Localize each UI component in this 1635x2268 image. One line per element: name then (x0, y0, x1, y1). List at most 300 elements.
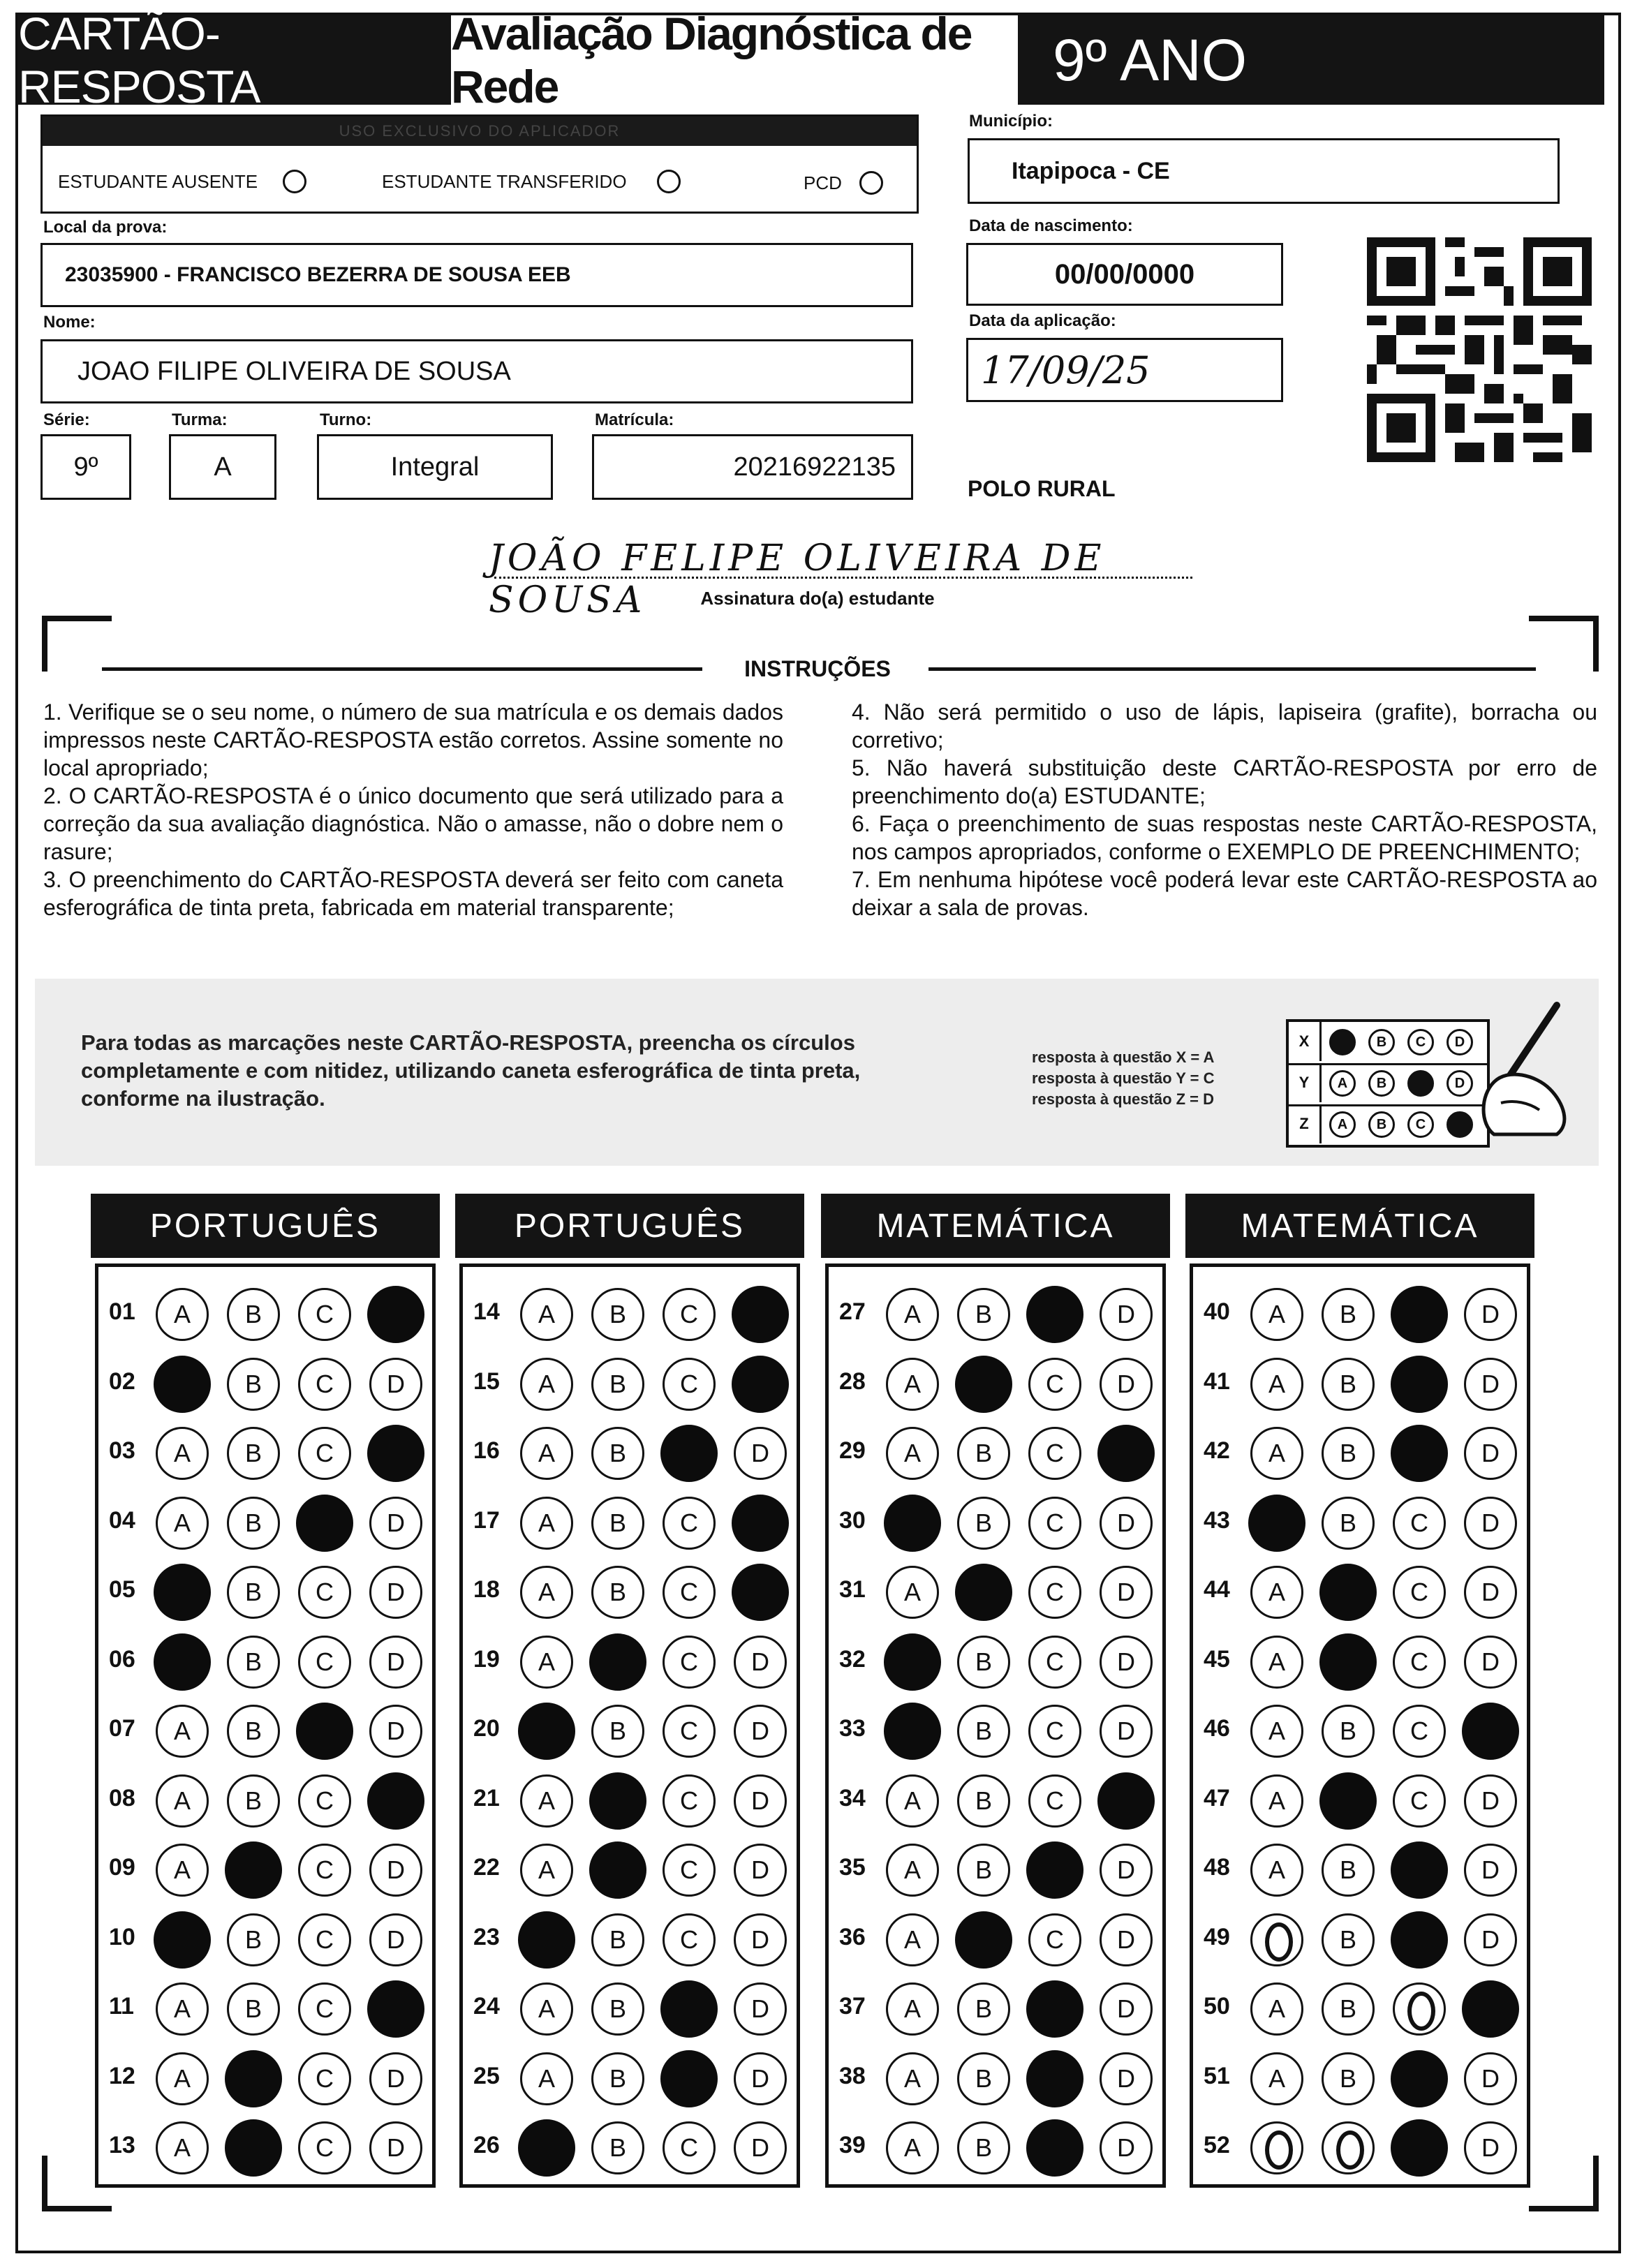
answer-bubble-17-b[interactable]: B (591, 1497, 644, 1550)
answer-bubble-48-b[interactable]: B (1322, 1844, 1375, 1897)
answer-bubble-30-c[interactable]: C (1028, 1497, 1081, 1550)
answer-bubble-16-b[interactable]: B (591, 1427, 644, 1480)
turma-field (169, 434, 276, 500)
answer-bubble-39-b[interactable]: B (957, 2121, 1010, 2174)
question-number: 27 (839, 1298, 866, 1325)
answer-bubble-07-a[interactable]: A (156, 1705, 209, 1758)
answer-bubble-42-d[interactable]: D (1464, 1427, 1517, 1480)
question-number: 22 (473, 1854, 500, 1881)
local-label: Local da prova: (43, 218, 168, 237)
answer-bubble-43-b[interactable]: B (1322, 1497, 1375, 1550)
answer-bubble-19-b[interactable] (589, 1633, 646, 1691)
answer-bubble-17-d[interactable] (732, 1495, 789, 1552)
answer-bubble-01-c[interactable]: C (298, 1288, 351, 1341)
aplicacao-field[interactable] (966, 338, 1283, 402)
answer-bubble-37-d[interactable]: D (1100, 1982, 1153, 2036)
answer-bubble-45-c[interactable]: C (1393, 1636, 1446, 1689)
answer-bubble-47-a[interactable]: A (1250, 1774, 1303, 1828)
answer-bubble-23-c[interactable]: C (663, 1913, 716, 1966)
question-number: 12 (109, 2062, 135, 2089)
answer-bubble-49-b[interactable]: B (1322, 1913, 1375, 1966)
answer-bubble-06-b[interactable]: B (227, 1636, 280, 1689)
answer-bubble-39-d[interactable]: D (1100, 2121, 1153, 2174)
answer-bubble-02-d[interactable]: D (369, 1358, 422, 1411)
answer-bubble-26-a[interactable] (518, 2119, 575, 2177)
absent-bubble[interactable] (283, 170, 306, 193)
answer-bubble-35-d[interactable]: D (1100, 1844, 1153, 1897)
answer-bubble-34-b[interactable]: B (957, 1774, 1010, 1828)
question-number: 17 (473, 1506, 500, 1534)
answer-bubble-23-a[interactable] (518, 1911, 575, 1969)
nome-value: JOAO FILIPE OLIVEIRA DE SOUSA (77, 356, 511, 386)
answer-bubble-18-b[interactable]: B (591, 1566, 644, 1619)
answer-bubble-29-c[interactable]: C (1028, 1427, 1081, 1480)
answer-bubble-51-c[interactable] (1391, 2050, 1448, 2107)
signature-line (494, 577, 1192, 579)
answer-bubble-25-a[interactable]: A (520, 2052, 573, 2105)
answer-bubble-16-a[interactable]: A (520, 1427, 573, 1480)
answer-bubble-43-c[interactable]: C (1393, 1497, 1446, 1550)
question-number: 02 (109, 1368, 135, 1395)
answer-bubble-13-d[interactable]: D (369, 2121, 422, 2174)
answer-bubble-18-c[interactable]: C (663, 1566, 716, 1619)
answer-bubble-11-c[interactable]: C (298, 1982, 351, 2036)
answer-bubble-44-b[interactable] (1319, 1564, 1377, 1621)
answer-bubble-51-a[interactable]: A (1250, 2052, 1303, 2105)
answer-bubble-46-c[interactable]: C (1393, 1705, 1446, 1758)
question-number: 50 (1204, 1993, 1230, 2019)
answer-bubble-48-a[interactable]: A (1250, 1844, 1303, 1897)
answer-bubble-41-d[interactable]: D (1464, 1358, 1517, 1411)
answer-bubble-08-a[interactable]: A (156, 1774, 209, 1828)
answer-bubble-51-d[interactable]: D (1464, 2052, 1517, 2105)
answer-bubble-17-a[interactable]: A (520, 1497, 573, 1550)
question-number: 10 (109, 1923, 135, 1950)
qr-code-image (1367, 237, 1592, 462)
answer-bubble-19-a[interactable]: A (520, 1636, 573, 1689)
answer-bubble-52-b[interactable] (1322, 2121, 1375, 2174)
answer-bubble-45-a[interactable]: A (1250, 1636, 1303, 1689)
answer-bubble-50-a[interactable]: A (1250, 1982, 1303, 2036)
instructions-left-column (43, 698, 783, 921)
answer-bubble-11-b[interactable]: B (227, 1982, 280, 2036)
answer-bubble-15-d[interactable] (732, 1356, 789, 1413)
answer-bubble-09-a[interactable]: A (156, 1844, 209, 1897)
answer-bubble-40-a[interactable]: A (1250, 1288, 1303, 1341)
answer-bubble-37-a[interactable]: A (886, 1982, 939, 2036)
answer-bubble-48-d[interactable]: D (1464, 1844, 1517, 1897)
answer-bubble-05-c[interactable]: C (298, 1566, 351, 1619)
answer-bubble-16-c[interactable] (660, 1425, 718, 1482)
answer-bubble-01-d[interactable] (367, 1286, 424, 1343)
answer-bubble-37-c[interactable] (1026, 1980, 1083, 2038)
answer-bubble-05-b[interactable]: B (227, 1566, 280, 1619)
answer-bubble-49-a[interactable] (1250, 1913, 1303, 1966)
answer-bubble-15-b[interactable]: B (591, 1358, 644, 1411)
answer-bubble-13-b[interactable] (225, 2119, 282, 2177)
answer-bubble-26-d[interactable]: D (734, 2121, 787, 2174)
absent-label: ESTUDANTE AUSENTE (58, 171, 258, 192)
answer-bubble-40-c[interactable] (1391, 1286, 1448, 1343)
question-number: 44 (1204, 1576, 1230, 1603)
answer-bubble-14-b[interactable]: B (591, 1288, 644, 1341)
answer-bubble-41-a[interactable]: A (1250, 1358, 1303, 1411)
subject-header: PORTUGUÊS (91, 1194, 440, 1258)
question-number: 24 (473, 1993, 500, 2019)
answer-bubble-35-b[interactable]: B (957, 1844, 1010, 1897)
question-number: 35 (839, 1854, 866, 1881)
nascimento-value: 00/00/0000 (1054, 258, 1195, 290)
answer-bubble-02-a[interactable] (154, 1356, 211, 1413)
answer-bubble-31-a[interactable]: A (886, 1566, 939, 1619)
answer-bubble-38-b[interactable]: B (957, 2052, 1010, 2105)
aplicacao-value: 17/09/25 (981, 348, 1151, 392)
answer-bubble-08-b[interactable]: B (227, 1774, 280, 1828)
answer-bubble-33-d[interactable]: D (1100, 1705, 1153, 1758)
question-number: 33 (839, 1715, 866, 1742)
answer-bubble-36-a[interactable]: A (886, 1913, 939, 1966)
answer-bubble-21-a[interactable]: A (520, 1774, 573, 1828)
question-number: 29 (839, 1437, 866, 1464)
answer-bubble-25-b[interactable]: B (591, 2052, 644, 2105)
question-number: 34 (839, 1784, 866, 1811)
answer-bubble-32-a[interactable] (884, 1633, 941, 1691)
answer-bubble-25-c[interactable] (660, 2050, 718, 2107)
answer-bubble-10-d[interactable]: D (369, 1913, 422, 1966)
answer-bubble-51-b[interactable]: B (1322, 2052, 1375, 2105)
answer-bubble-28-a[interactable]: A (886, 1358, 939, 1411)
example-legend-item: resposta à questão Z = D (1032, 1090, 1215, 1108)
answer-bubble-29-a[interactable]: A (886, 1427, 939, 1480)
answer-bubble-06-c[interactable]: C (298, 1636, 351, 1689)
answer-bubble-45-d[interactable]: D (1464, 1636, 1517, 1689)
answer-bubble-03-b[interactable]: B (227, 1427, 280, 1480)
answer-bubble-30-a[interactable] (884, 1495, 941, 1552)
question-number: 52 (1204, 2132, 1230, 2158)
example-row-label: Z (1289, 1104, 1322, 1143)
nascimento-label: Data de nascimento: (969, 216, 1133, 235)
answer-bubble-52-c[interactable] (1391, 2119, 1448, 2177)
answer-bubble-44-c[interactable]: C (1393, 1566, 1446, 1619)
turma-value: A (214, 452, 232, 482)
answer-bubble-52-a[interactable] (1250, 2121, 1303, 2174)
answer-bubble-12-d[interactable]: D (369, 2052, 422, 2105)
matricula-field (592, 434, 913, 500)
answer-bubble-22-a[interactable]: A (520, 1844, 573, 1897)
answer-bubble-31-b[interactable] (955, 1564, 1012, 1621)
subject-header: PORTUGUÊS (455, 1194, 804, 1258)
answer-bubble-24-d[interactable]: D (734, 1982, 787, 2036)
question-number: 46 (1204, 1715, 1230, 1742)
answer-bubble-47-b[interactable] (1319, 1772, 1377, 1830)
answer-bubble-32-d[interactable]: D (1100, 1636, 1153, 1689)
answer-bubble-22-b[interactable] (589, 1841, 646, 1899)
question-number: 26 (473, 2132, 500, 2158)
instructions-right-column (852, 698, 1597, 921)
answer-bubble-44-d[interactable]: D (1464, 1566, 1517, 1619)
answer-bubble-43-d[interactable]: D (1464, 1497, 1517, 1550)
answer-bubble-27-a[interactable]: A (886, 1288, 939, 1341)
answer-bubble-11-d[interactable] (367, 1980, 424, 2038)
answer-bubble-20-b[interactable]: B (591, 1705, 644, 1758)
answer-bubble-11-a[interactable]: A (156, 1982, 209, 2036)
answer-bubble-28-d[interactable]: D (1100, 1358, 1153, 1411)
answer-bubble-45-b[interactable] (1319, 1633, 1377, 1691)
answer-bubble-36-d[interactable]: D (1100, 1913, 1153, 1966)
answer-bubble-39-c[interactable] (1026, 2119, 1083, 2177)
municipio-field (968, 138, 1560, 204)
question-number: 45 (1204, 1645, 1230, 1673)
answer-bubble-31-c[interactable]: C (1028, 1566, 1081, 1619)
answer-bubble-21-c[interactable]: C (663, 1774, 716, 1828)
answer-bubble-33-c[interactable]: C (1028, 1705, 1081, 1758)
example-bubble-d: D (1447, 1029, 1473, 1055)
answer-bubble-20-c[interactable]: C (663, 1705, 716, 1758)
turno-field (317, 434, 553, 500)
answer-bubble-34-c[interactable]: C (1028, 1774, 1081, 1828)
answer-bubble-33-b[interactable]: B (957, 1705, 1010, 1758)
answer-bubble-26-c[interactable]: C (663, 2121, 716, 2174)
answer-bubble-13-c[interactable]: C (298, 2121, 351, 2174)
answer-bubble-46-a[interactable]: A (1250, 1705, 1303, 1758)
example-legend (1032, 1047, 1214, 1110)
answer-bubble-40-b[interactable]: B (1322, 1288, 1375, 1341)
answer-bubble-35-c[interactable] (1026, 1841, 1083, 1899)
answer-bubble-27-d[interactable]: D (1100, 1288, 1153, 1341)
answer-bubble-42-b[interactable]: B (1322, 1427, 1375, 1480)
example-row-label: X (1289, 1022, 1322, 1061)
answer-bubble-43-a[interactable] (1248, 1495, 1305, 1552)
answer-bubble-52-d[interactable]: D (1464, 2121, 1517, 2174)
question-number: 01 (109, 1298, 135, 1325)
answer-bubble-10-b[interactable]: B (227, 1913, 280, 1966)
answer-bubble-09-d[interactable]: D (369, 1844, 422, 1897)
example-legend-item: resposta à questão Y = C (1032, 1069, 1215, 1087)
question-number: 15 (473, 1368, 500, 1395)
answer-bubble-39-a[interactable]: A (886, 2121, 939, 2174)
answer-bubble-09-b[interactable] (225, 1841, 282, 1899)
question-number: 42 (1204, 1437, 1230, 1464)
answer-bubble-12-c[interactable]: C (298, 2052, 351, 2105)
municipio-value: Itapipoca - CE (1012, 157, 1170, 184)
question-number: 37 (839, 1993, 866, 2019)
answer-bubble-16-d[interactable]: D (734, 1427, 787, 1480)
question-number: 32 (839, 1645, 866, 1673)
answer-bubble-05-d[interactable]: D (369, 1566, 422, 1619)
answer-bubble-25-d[interactable]: D (734, 2052, 787, 2105)
question-number: 05 (109, 1576, 135, 1603)
answer-bubble-14-d[interactable] (732, 1286, 789, 1343)
answer-bubble-27-c[interactable] (1026, 1286, 1083, 1343)
serie-value: 9º (73, 452, 98, 482)
signature-caption: Assinatura do(a) estudante (700, 588, 935, 609)
nome-label: Nome: (43, 313, 96, 332)
answer-bubble-41-b[interactable]: B (1322, 1358, 1375, 1411)
answer-bubble-22-c[interactable]: C (663, 1844, 716, 1897)
example-row-label: Y (1289, 1063, 1322, 1102)
answer-bubble-29-d[interactable] (1097, 1425, 1155, 1482)
answer-bubble-30-b[interactable]: B (957, 1497, 1010, 1550)
question-number: 21 (473, 1784, 500, 1811)
answer-bubble-34-d[interactable] (1097, 1772, 1155, 1830)
example-bubble-b: B (1368, 1029, 1395, 1055)
answer-bubble-07-b[interactable]: B (227, 1705, 280, 1758)
answer-bubble-32-c[interactable]: C (1028, 1636, 1081, 1689)
answer-bubble-06-a[interactable] (154, 1633, 211, 1691)
answer-bubble-07-d[interactable]: D (369, 1705, 422, 1758)
answer-bubble-15-a[interactable]: A (520, 1358, 573, 1411)
answer-bubble-12-a[interactable]: A (156, 2052, 209, 2105)
answer-bubble-04-c[interactable] (296, 1495, 353, 1552)
question-number: 36 (839, 1923, 866, 1950)
answer-bubble-07-c[interactable] (296, 1703, 353, 1760)
answer-bubble-04-a[interactable]: A (156, 1497, 209, 1550)
answer-bubble-03-c[interactable]: C (298, 1427, 351, 1480)
question-number: 14 (473, 1298, 500, 1325)
applicator-section-title: USO EXCLUSIVO DO APLICADOR (43, 117, 917, 146)
nascimento-field (966, 243, 1283, 306)
answer-bubble-37-b[interactable]: B (957, 1982, 1010, 2036)
answer-bubble-18-a[interactable]: A (520, 1566, 573, 1619)
answer-bubble-30-d[interactable]: D (1100, 1497, 1153, 1550)
answer-bubble-42-c[interactable] (1391, 1425, 1448, 1482)
question-number: 28 (839, 1368, 866, 1395)
aplicacao-label: Data da aplicação: (969, 311, 1116, 330)
answer-bubble-48-c[interactable] (1391, 1841, 1448, 1899)
answer-bubble-41-c[interactable] (1391, 1356, 1448, 1413)
matricula-value: 20216922135 (733, 452, 896, 482)
answer-bubble-40-d[interactable]: D (1464, 1288, 1517, 1341)
answer-bubble-38-d[interactable]: D (1100, 2052, 1153, 2105)
answer-bubble-49-d[interactable]: D (1464, 1913, 1517, 1966)
question-number: 08 (109, 1784, 135, 1811)
answer-bubble-20-a[interactable] (518, 1703, 575, 1760)
answer-bubble-17-c[interactable]: C (663, 1497, 716, 1550)
answer-bubble-01-a[interactable]: A (156, 1288, 209, 1341)
answer-bubble-14-a[interactable]: A (520, 1288, 573, 1341)
answer-bubble-05-a[interactable] (154, 1564, 211, 1621)
instruction-item: 2. O CARTÃO-RESPOSTA é o único documento que será utilizado para a correção da sua avaliação diagnóstica. Não o amasse, não o dobre nem o rasure; (43, 783, 783, 864)
answer-bubble-10-c[interactable]: C (298, 1913, 351, 1966)
answer-bubble-47-c[interactable]: C (1393, 1774, 1446, 1828)
answer-bubble-24-a[interactable]: A (520, 1982, 573, 2036)
answer-bubble-50-d[interactable] (1462, 1980, 1519, 2038)
answer-bubble-38-c[interactable] (1026, 2050, 1083, 2107)
answer-bubble-38-a[interactable]: A (886, 2052, 939, 2105)
answer-bubble-23-d[interactable]: D (734, 1913, 787, 1966)
answer-bubble-26-b[interactable]: B (591, 2121, 644, 2174)
answer-bubble-27-b[interactable]: B (957, 1288, 1010, 1341)
answer-bubble-21-b[interactable] (589, 1772, 646, 1830)
answer-bubble-46-b[interactable]: B (1322, 1705, 1375, 1758)
answer-bubble-21-d[interactable]: D (734, 1774, 787, 1828)
example-bubble-a (1329, 1029, 1356, 1055)
example-bubble-c (1407, 1070, 1434, 1097)
answer-bubble-23-b[interactable]: B (591, 1913, 644, 1966)
answer-bubble-24-c[interactable] (660, 1980, 718, 2038)
nome-field (40, 339, 913, 403)
answer-bubble-04-d[interactable]: D (369, 1497, 422, 1550)
student-signature[interactable]: JOÃO FELIPE OLIVEIRA DE SOUSA (489, 538, 1106, 621)
question-number: 13 (109, 2132, 135, 2158)
answer-bubble-01-b[interactable]: B (227, 1288, 280, 1341)
local-field (40, 243, 913, 307)
subject-header: MATEMÁTICA (821, 1194, 1170, 1258)
question-number: 51 (1204, 2062, 1230, 2089)
answer-bubble-02-c[interactable]: C (298, 1358, 351, 1411)
question-number: 38 (839, 2062, 866, 2089)
question-number: 23 (473, 1923, 500, 1950)
instruction-item: 6. Faça o preenchimento de suas respostas neste CARTÃO-RESPOSTA, nos campos apropriados, conforme o EXEMPLO DE PREENCHIMENTO; (852, 811, 1597, 864)
answer-bubble-13-a[interactable]: A (156, 2121, 209, 2174)
answer-bubble-08-d[interactable] (367, 1772, 424, 1830)
answer-bubble-24-b[interactable]: B (591, 1982, 644, 2036)
serie-field (40, 434, 131, 500)
answer-bubble-44-a[interactable]: A (1250, 1566, 1303, 1619)
answer-bubble-34-a[interactable]: A (886, 1774, 939, 1828)
answer-bubble-12-b[interactable] (225, 2050, 282, 2107)
answer-bubble-31-d[interactable]: D (1100, 1566, 1153, 1619)
transferred-label: ESTUDANTE TRANSFERIDO (382, 171, 627, 192)
answer-bubble-20-d[interactable]: D (734, 1705, 787, 1758)
answer-bubble-14-c[interactable]: C (663, 1288, 716, 1341)
pcd-label: PCD (804, 172, 842, 193)
answer-bubble-47-d[interactable]: D (1464, 1774, 1517, 1828)
answer-bubble-36-c[interactable]: C (1028, 1913, 1081, 1966)
answer-bubble-50-b[interactable]: B (1322, 1982, 1375, 2036)
answer-bubble-15-c[interactable]: C (663, 1358, 716, 1411)
answer-bubble-09-c[interactable]: C (298, 1844, 351, 1897)
turno-label: Turno: (320, 410, 372, 429)
answer-bubble-36-b[interactable] (955, 1911, 1012, 1969)
answer-bubble-08-c[interactable]: C (298, 1774, 351, 1828)
answer-bubble-50-c[interactable] (1393, 1982, 1446, 2036)
answer-bubble-35-a[interactable]: A (886, 1844, 939, 1897)
answer-bubble-46-d[interactable] (1462, 1703, 1519, 1760)
question-number: 39 (839, 2132, 866, 2158)
transferred-bubble[interactable] (657, 170, 681, 193)
answer-bubble-03-a[interactable]: A (156, 1427, 209, 1480)
question-number: 03 (109, 1437, 135, 1464)
grade-title: 9º ANO (1018, 15, 1604, 105)
answer-bubble-03-d[interactable] (367, 1425, 424, 1482)
question-number: 31 (839, 1576, 866, 1603)
example-text: Para todas as marcações neste CARTÃO-RESPOSTA, preencha os círculos completamente e com nitidez, utilizando caneta esferográfica de tinta preta, conforme na ilustração. (81, 1030, 861, 1111)
answer-bubble-33-a[interactable] (884, 1703, 941, 1760)
answer-bubble-29-b[interactable]: B (957, 1427, 1010, 1480)
question-number: 16 (473, 1437, 500, 1464)
example-bubble-b: B (1368, 1070, 1395, 1097)
answer-bubble-32-b[interactable]: B (957, 1636, 1010, 1689)
answer-bubble-42-a[interactable]: A (1250, 1427, 1303, 1480)
question-number: 41 (1204, 1368, 1230, 1395)
example-bubble-d: D (1447, 1070, 1473, 1097)
pcd-bubble[interactable] (859, 171, 883, 195)
answer-bubble-49-c[interactable] (1391, 1911, 1448, 1969)
answer-bubble-02-b[interactable]: B (227, 1358, 280, 1411)
answer-bubble-28-b[interactable] (955, 1356, 1012, 1413)
answer-bubble-22-d[interactable]: D (734, 1844, 787, 1897)
question-number: 20 (473, 1715, 500, 1742)
answer-bubble-19-d[interactable]: D (734, 1636, 787, 1689)
answer-bubble-28-c[interactable]: C (1028, 1358, 1081, 1411)
answer-bubble-10-a[interactable] (154, 1911, 211, 1969)
question-number: 09 (109, 1854, 135, 1881)
answer-bubble-18-d[interactable] (732, 1564, 789, 1621)
answer-bubble-19-c[interactable]: C (663, 1636, 716, 1689)
answer-bubble-06-d[interactable]: D (369, 1636, 422, 1689)
answer-bubble-04-b[interactable]: B (227, 1497, 280, 1550)
